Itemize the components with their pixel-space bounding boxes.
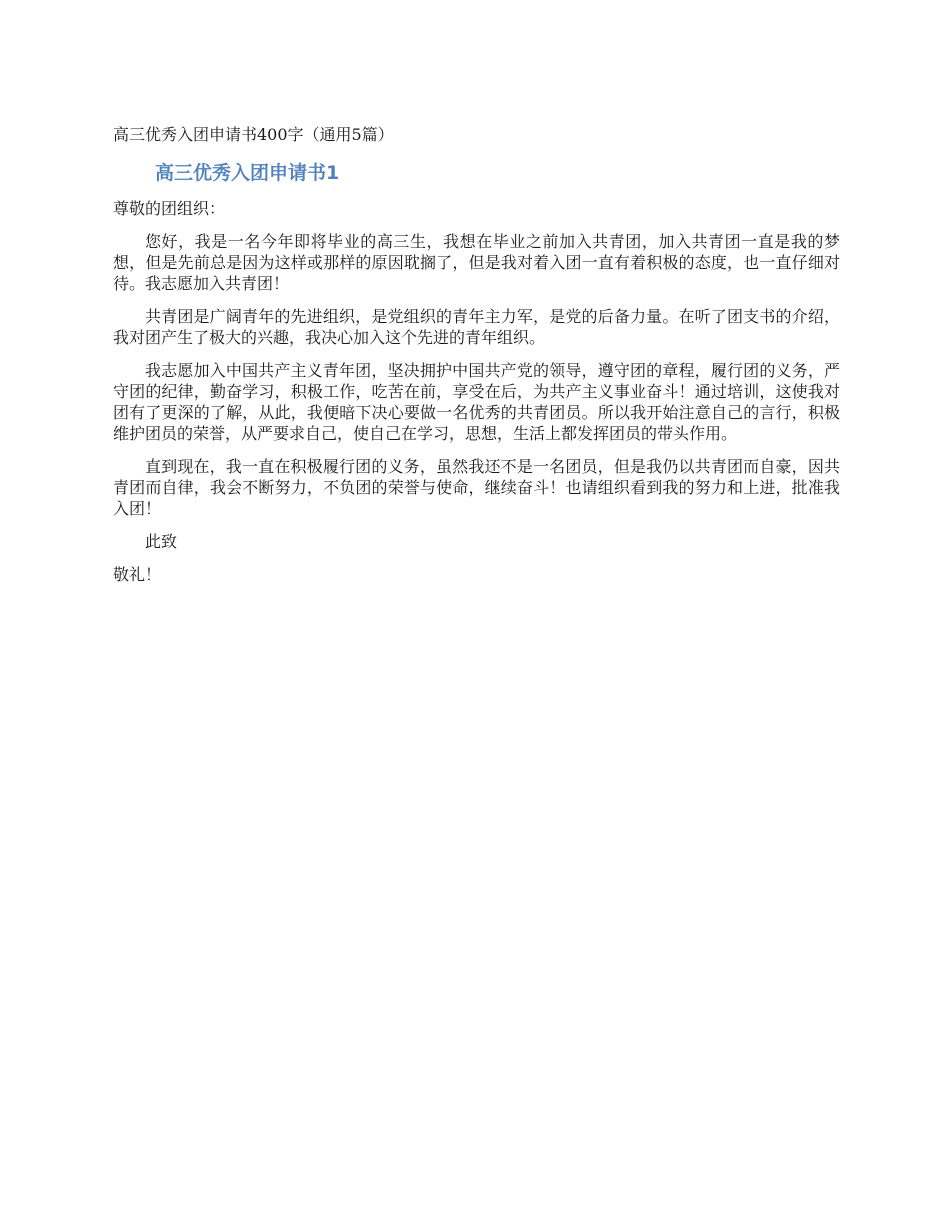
document-page (113, 124, 840, 585)
body-paragraph-3: 我志愿加入中国共产主义青年团，坚决拥护中国共产党的领导，遵守团的章程，履行团的义务，严守团的纪律，勤奋学习，积极工作，吃苦在前，享受在后，为共产主义事业奋斗！通过培训，这使我对团有了更深的了解，从此，我便暗下决心要做一名优秀的共青团员。所以我开始注意自己的言行，积极维护团员的荣誉，从严要求自己，使自己在学习，思想，生活上都发挥团员的带头作用。 (113, 361, 840, 443)
document-title: 高三优秀入团申请书400字（通用5篇） (113, 125, 394, 144)
regards-line: 敬礼！ (113, 565, 162, 584)
section-heading: 高三优秀入团申请书1 (155, 162, 340, 184)
body-paragraph-1: 您好，我是一名今年即将毕业的高三生，我想在毕业之前加入共青团，加入共青团一直是我的梦想，但是先前总是因为这样或那样的原因耽搁了，但是我对着入团一直有着积极的态度，也一直仔细对待。我志愿加入共青团！ (113, 232, 840, 293)
body-paragraph-2: 共青团是广阔青年的先进组织，是党组织的青年主力军，是党的后备力量。在听了团支书的介绍，我对团产生了极大的兴趣，我决心加入这个先进的青年组织。 (113, 307, 840, 347)
salutation: 尊敬的团组织： (113, 199, 226, 218)
body-paragraph-4: 直到现在，我一直在积极履行团的义务，虽然我还不是一名团员，但是我仍以共青团而自豪，因共青团而自律，我会不断努力，不负团的荣誉与使命，继续奋斗！也请组织看到我的努力和上进，批准我入团！ (113, 457, 840, 518)
closing-line: 此致 (145, 532, 178, 551)
